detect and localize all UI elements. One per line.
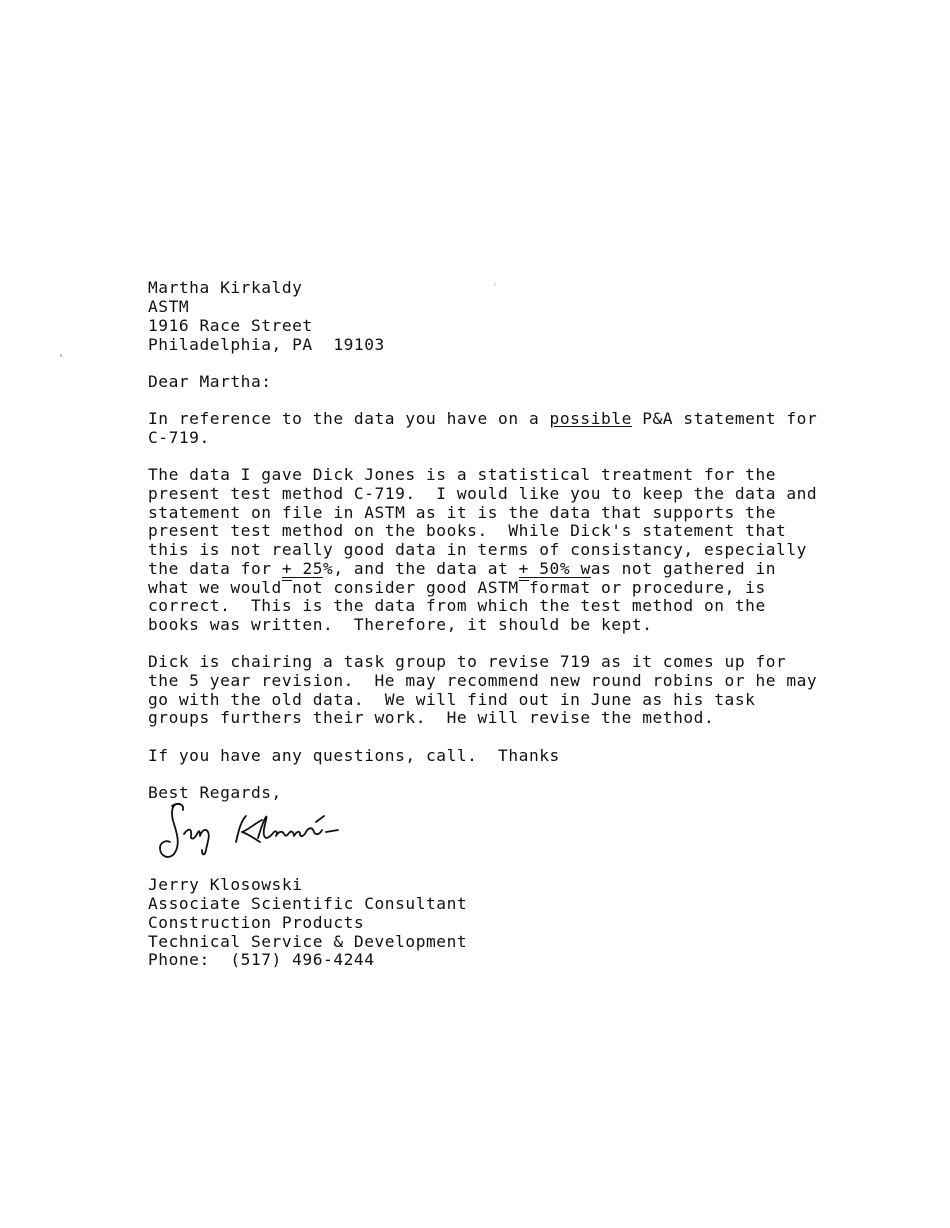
para2-line8: correct. This is the data from which the test method on the: [148, 596, 766, 615]
para2-l7-a: what we would: [148, 578, 282, 597]
para2-line4: present test method on the books. While Dick's statement that: [148, 521, 787, 540]
handwritten-signature: [150, 798, 350, 868]
closing: Best Regards,: [148, 783, 282, 802]
para1-line1: [148, 410, 817, 428]
para3-line1: Dick is chairing a task group to revise 719 as it comes up for: [148, 652, 787, 671]
sender-phone: Phone: (517) 496-4244: [148, 950, 375, 969]
para3-line3: go with the old data. We will find out in June as his task: [148, 690, 756, 709]
scan-speck: [494, 283, 496, 286]
para3-line4: groups furthers their work. He will revise the method.: [148, 708, 715, 727]
para1-text-a: In reference to the data you have on a: [148, 409, 550, 428]
para2-line2: present test method C-719. I would like you to keep the data and: [148, 484, 818, 503]
para2-l6-a: the data for: [148, 559, 282, 578]
recipient-name: Martha Kirkaldy: [148, 278, 303, 297]
para2-l7-format: format: [518, 578, 591, 597]
para2-line6: [148, 560, 776, 578]
para1-line2: C-719.: [148, 428, 210, 447]
sender-dept: Construction Products: [148, 913, 365, 932]
salutation: Dear Martha:: [148, 372, 272, 391]
para2-l7-c: or procedure, is: [590, 578, 766, 597]
para4-line1: If you have any questions, call. Thanks: [148, 746, 560, 765]
recipient-org: ASTM: [148, 297, 190, 316]
sender-name: Jerry Klosowski: [148, 875, 303, 894]
para2-line7: [148, 579, 766, 597]
plus-minus-sign: +: [518, 559, 529, 578]
recipient-city: Philadelphia, PA 19103: [148, 335, 385, 354]
para2-line5: this is not really good data in terms of consistancy, especially: [148, 540, 807, 559]
para2-line3: statement on file in ASTM as it is the data that supports the: [148, 503, 777, 522]
para2-l7-not: not: [281, 578, 324, 597]
underlined-word: possible: [549, 409, 632, 428]
para2-l7-b: consider good ASTM: [323, 578, 519, 597]
recipient-street: 1916 Race Street: [148, 316, 313, 335]
sender-title: Associate Scientific Consultant: [148, 894, 468, 913]
para2-line1: The data I gave Dick Jones is a statistical treatment for the: [148, 465, 777, 484]
para2-l6-b: 25%, and the data at: [292, 559, 519, 578]
scan-speck: [60, 354, 62, 357]
para3-line2: the 5 year revision. He may recommend new round robins or he may: [148, 671, 818, 690]
sender-division: Technical Service & Development: [148, 932, 468, 951]
para2-line9: books was written. Therefore, it should be kept.: [148, 615, 653, 634]
para2-l6-c: 50% was not gathered in: [528, 559, 777, 578]
para1-text-b: P&A statement for: [631, 409, 818, 428]
plus-minus-sign: +: [281, 559, 293, 578]
